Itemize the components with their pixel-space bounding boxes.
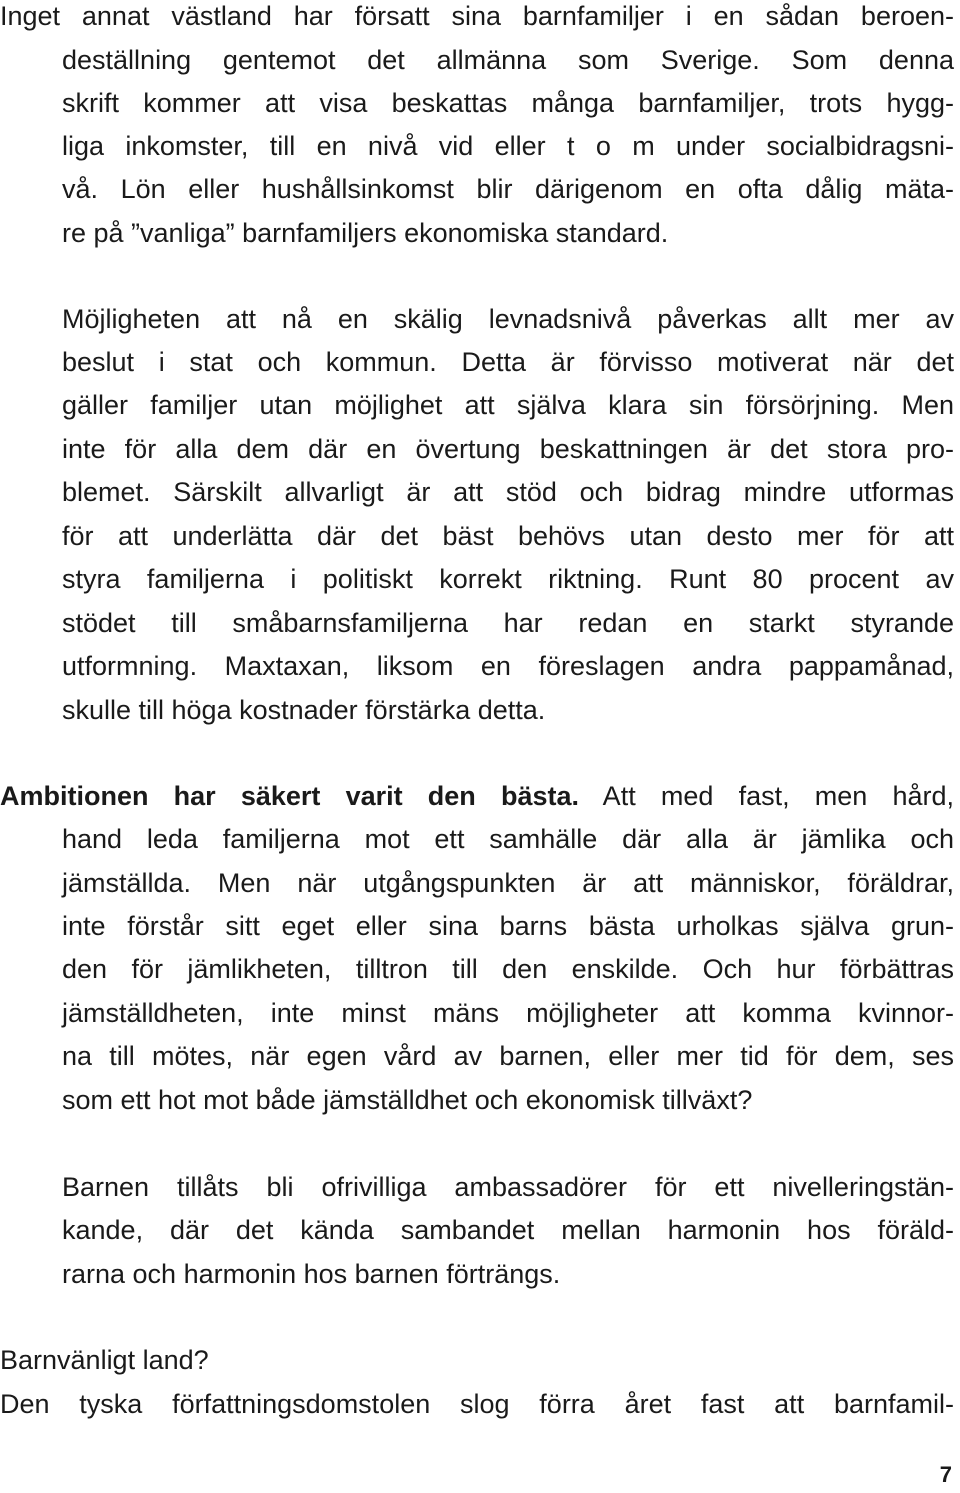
text-line: blemet. Särskilt allvarligt är att stöd och bidrag mindre utformas: [62, 477, 954, 507]
text-line: beslut i stat och kommun. Detta är förvisso motiverat när det: [62, 347, 954, 377]
text-line: utformning. Maxtaxan, liksom en föreslagen andra pappamånad,: [62, 651, 954, 681]
text-line: den för jämlikheten, tilltron till den enskilde. Och hur förbättras: [62, 954, 954, 984]
text-line: Barnen tillåts bli ofrivilliga ambassadörer för ett nivelleringstän-: [62, 1172, 954, 1202]
text-line: rarna och harmonin hos barnen förträngs.: [62, 1259, 561, 1289]
text-line: kande, där det kända sambandet mellan harmonin hos föräld-: [62, 1215, 954, 1245]
text-line: stödet till småbarnsfamiljerna har redan en starkt styrande: [62, 608, 954, 638]
text-line: jämställda. Men när utgångspunkten är att människor, föräldrar,: [62, 868, 954, 898]
text-line: deställning gentemot det allmänna som Sverige. Som denna: [62, 45, 954, 75]
subheading: Barnvänligt land?: [0, 1345, 209, 1375]
section-heading: Ambitionen har säkert varit den bästa.: [0, 781, 579, 811]
text-line: som ett hot mot både jämställdhet och ekonomisk tillväxt?: [62, 1085, 753, 1115]
text-line: Inget annat västland har försatt sina barnfamiljer i en sådan beroen-: [0, 1, 954, 31]
text-line: skrift kommer att visa beskattas många barnfamiljer, trots hygg-: [62, 88, 954, 118]
text-line: för att underlätta där det bäst behövs utan desto mer för att: [62, 521, 954, 551]
text-line: liga inkomster, till en nivå vid eller t o m under socialbidragsni-: [62, 131, 954, 161]
text-line: re på ”vanliga” barnfamiljers ekonomiska standard.: [62, 218, 669, 248]
text-line: inte förstår sitt eget eller sina barns bästa urholkas själva grun-: [62, 911, 954, 941]
text-line: jämställdheten, inte minst mäns möjligheter att komma kvinnor-: [62, 998, 954, 1028]
text-run: Att med fast, men hård,: [579, 781, 954, 811]
page-number: 7: [939, 1462, 952, 1487]
text-line: Den tyska författningsdomstolen slog förra året fast att barnfamil-: [0, 1389, 954, 1419]
text-line: Möjligheten att nå en skälig levnadsnivå påverkas allt mer av: [62, 304, 954, 334]
text-line: vå. Lön eller hushållsinkomst blir därigenom en ofta dålig mäta-: [62, 174, 954, 204]
text-line: na till mötes, när egen vård av barnen, eller mer tid för dem, ses: [62, 1041, 954, 1071]
text-line: gäller familjer utan möjlighet att själva klara sin försörjning. Men: [62, 390, 954, 420]
text-line: inte för alla dem där en övertung beskattningen är det stora pro-: [62, 434, 954, 464]
text-line: styra familjerna i politiskt korrekt riktning. Runt 80 procent av: [62, 564, 954, 594]
text-line: [0, 774, 954, 818]
text-line: hand leda familjerna mot ett samhälle där alla är jämlika och: [62, 824, 954, 854]
text-line: skulle till höga kostnader förstärka detta.: [62, 695, 546, 725]
